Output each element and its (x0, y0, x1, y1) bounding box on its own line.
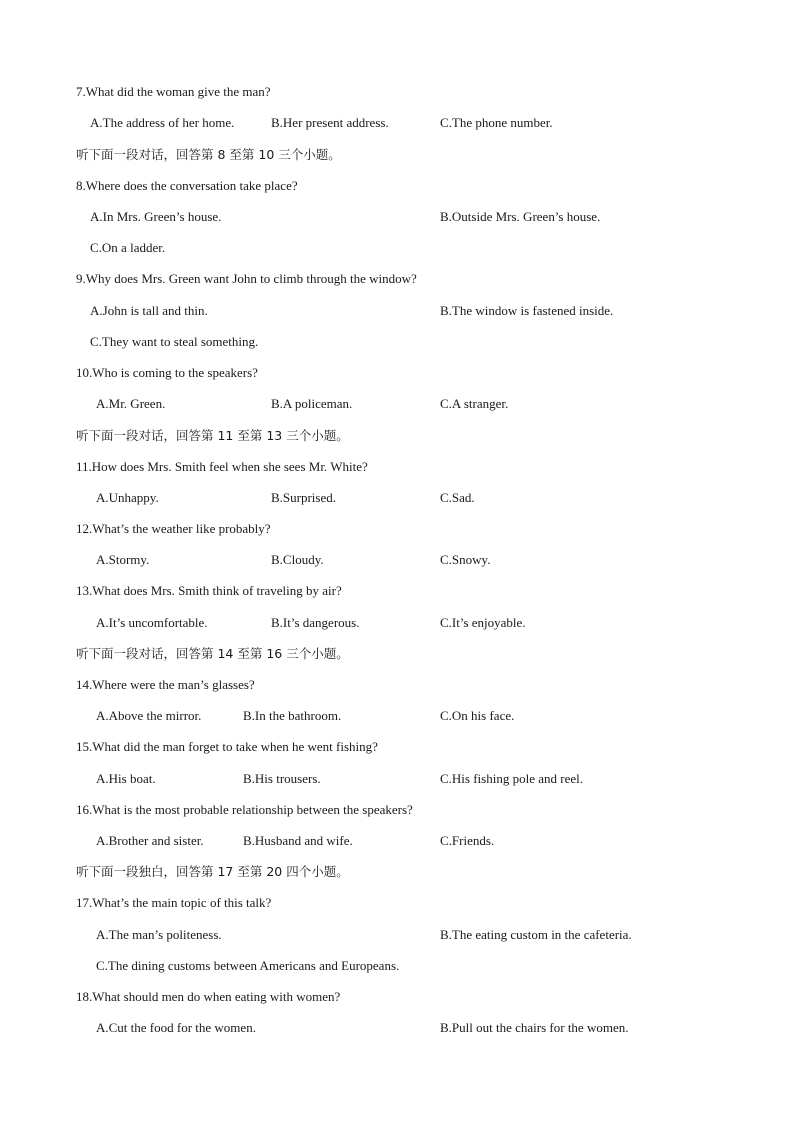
question-15: 15.What did the man forget to take when he went fishing? (76, 739, 378, 754)
q17-option-a: A.The man’s politeness. (96, 927, 222, 942)
q16-option-a: A.Brother and sister. (96, 833, 204, 848)
q9-option-b: B.The window is fastened inside. (440, 303, 614, 318)
q14-option-a: A.Above the mirror. (96, 708, 202, 723)
question-8: 8.Where does the conversation take place? (76, 178, 298, 193)
question-11: 11.How does Mrs. Smith feel when she sees Mr. White? (76, 459, 368, 474)
question-9: 9.Why does Mrs. Green want John to climb through the window? (76, 271, 417, 286)
q16-option-c: C.Friends. (440, 833, 495, 848)
section-heading-11-13: 听下面一段对话，回答第 11 至第 13 三个小题。 (76, 428, 349, 443)
q16-option-b: B.Husband and wife. (243, 833, 353, 848)
q7-option-c: C.The phone number. (440, 115, 553, 130)
q7-option-a: A.The address of her home. (90, 115, 235, 130)
question-14: 14.Where were the man’s glasses? (76, 677, 255, 692)
section-heading-14-16: 听下面一段对话，回答第 14 至第 16 三个小题。 (76, 646, 349, 661)
q10-option-b: B.A policeman. (271, 396, 353, 411)
q15-option-a: A.His boat. (96, 771, 156, 786)
q13-option-c: C.It’s enjoyable. (440, 615, 526, 630)
q9-option-a: A.John is tall and thin. (90, 303, 208, 318)
q8-option-b: B.Outside Mrs. Green’s house. (440, 209, 601, 224)
q18-option-a: A.Cut the food for the women. (96, 1020, 256, 1035)
q8-option-a: A.In Mrs. Green’s house. (90, 209, 222, 224)
q10-option-c: C.A stranger. (440, 396, 509, 411)
q12-option-b: B.Cloudy. (271, 552, 324, 567)
q9-option-c: C.They want to steal something. (90, 334, 259, 349)
question-18: 18.What should men do when eating with women? (76, 989, 341, 1004)
q10-option-a: A.Mr. Green. (96, 396, 166, 411)
question-13: 13.What does Mrs. Smith think of traveling by air? (76, 583, 342, 598)
question-16: 16.What is the most probable relationship between the speakers? (76, 802, 413, 817)
question-7: 7.What did the woman give the man? (76, 84, 271, 99)
q11-option-b: B.Surprised. (271, 490, 336, 505)
q12-option-a: A.Stormy. (96, 552, 150, 567)
q13-option-b: B.It’s dangerous. (271, 615, 360, 630)
q7-option-b: B.Her present address. (271, 115, 389, 130)
question-12: 12.What’s the weather like probably? (76, 521, 271, 536)
question-17: 17.What’s the main topic of this talk? (76, 895, 272, 910)
q17-option-c: C.The dining customs between Americans and Europeans. (96, 958, 400, 973)
q17-option-b: B.The eating custom in the cafeteria. (440, 927, 632, 942)
section-heading-17-20: 听下面一段独白，回答第 17 至第 20 四个小题。 (76, 864, 349, 879)
question-10: 10.Who is coming to the speakers? (76, 365, 258, 380)
q11-option-c: C.Sad. (440, 490, 475, 505)
q8-option-c: C.On a ladder. (90, 240, 166, 255)
q18-option-b: B.Pull out the chairs for the women. (440, 1020, 629, 1035)
q15-option-b: B.His trousers. (243, 771, 321, 786)
q15-option-c: C.His fishing pole and reel. (440, 771, 583, 786)
q12-option-c: C.Snowy. (440, 552, 491, 567)
q13-option-a: A.It’s uncomfortable. (96, 615, 208, 630)
q11-option-a: A.Unhappy. (96, 490, 159, 505)
q14-option-b: B.In the bathroom. (243, 708, 342, 723)
section-heading-8-10: 听下面一段对话，回答第 8 至第 10 三个小题。 (76, 147, 341, 162)
q14-option-c: C.On his face. (440, 708, 515, 723)
